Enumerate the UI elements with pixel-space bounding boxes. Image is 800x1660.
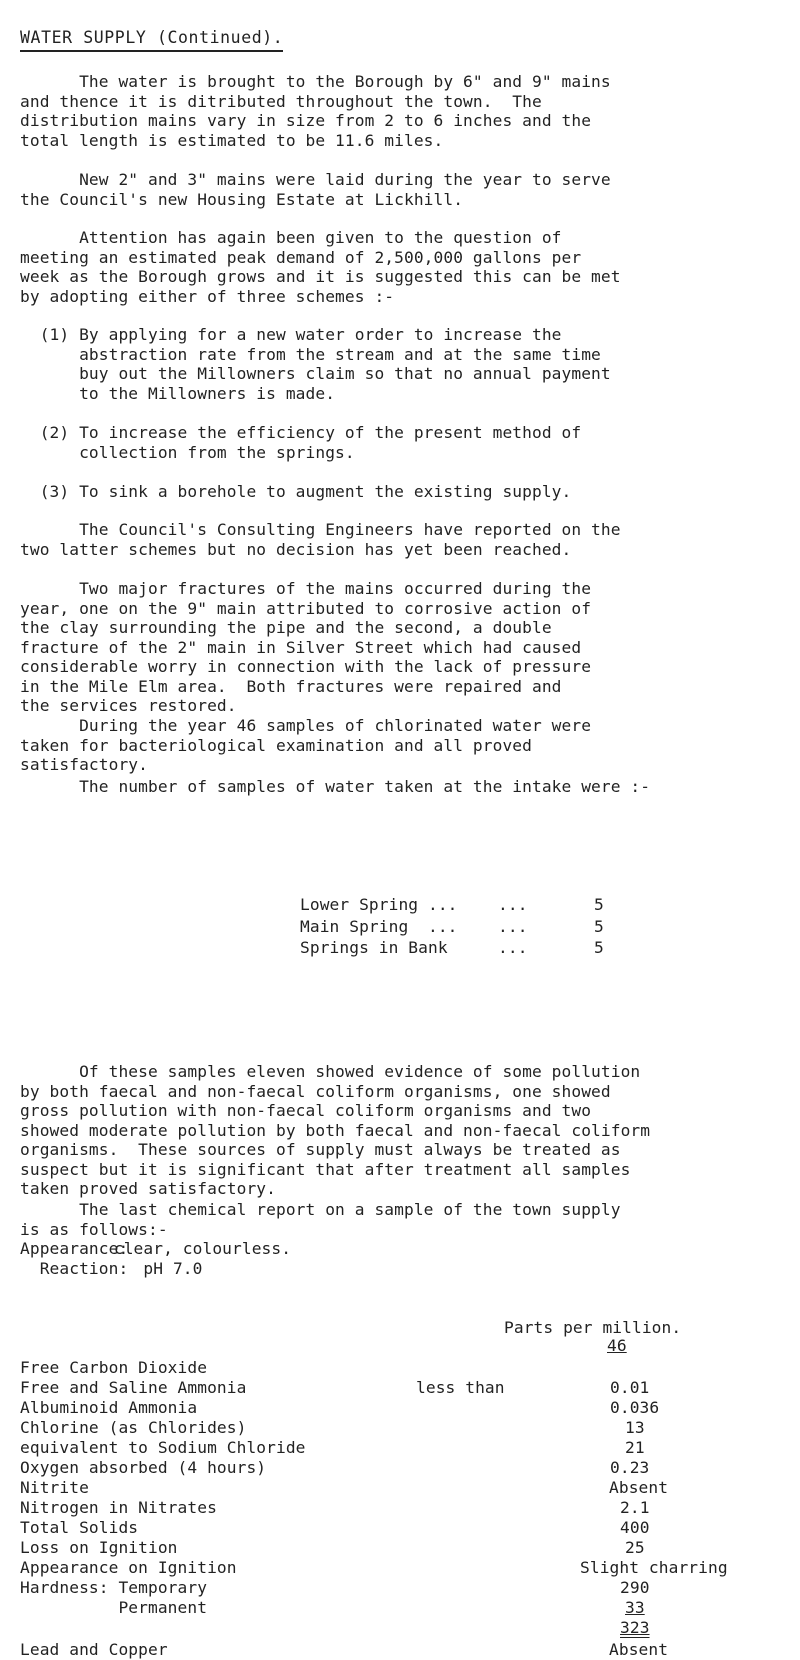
row-value: 323 — [620, 1618, 650, 1637]
table-row — [20, 1418, 780, 1438]
text-line: gross pollution with non-faecal coliform organisms and two — [20, 1101, 592, 1120]
samples-list — [300, 894, 630, 959]
table-row — [20, 1358, 780, 1378]
row-name: Nitrite — [20, 1478, 89, 1497]
paragraph — [20, 170, 611, 209]
reaction-label: Reaction: — [39, 1258, 129, 1278]
appearance-value: clear, colourless. — [113, 1239, 292, 1258]
row-value: 400 — [620, 1518, 650, 1537]
sample-row — [300, 894, 630, 916]
text-line: the clay surrounding the pipe and the second, a double — [20, 618, 552, 637]
paragraph — [20, 520, 621, 559]
text-line: The water is brought to the Borough by 6" and 9" mains — [20, 72, 611, 91]
table-row — [20, 1640, 780, 1660]
appearance-label: Appearance: — [20, 1239, 129, 1258]
text-line: by both faecal and non-faecal coliform organisms, one showed — [20, 1081, 611, 1101]
sample-row — [300, 916, 630, 938]
text-line: (2) To increase the efficiency of the present method of — [20, 423, 582, 442]
row-name: equivalent to Sodium Chloride — [20, 1438, 306, 1457]
text-line: by adopting either of three schemes :- — [20, 286, 395, 306]
paragraph — [20, 716, 591, 775]
row-name: Free Carbon Dioxide — [20, 1358, 208, 1377]
paragraph — [20, 72, 611, 150]
row-value: 13 — [625, 1418, 645, 1437]
row-name: Loss on Ignition — [20, 1538, 178, 1557]
text-line: The last chemical report on a sample of the town supply — [20, 1200, 621, 1219]
reaction-line — [20, 1259, 291, 1279]
paragraph — [20, 325, 611, 403]
reaction-value: pH 7.0 — [143, 1258, 203, 1278]
table-row — [20, 1498, 780, 1518]
row-name: Total Solids — [20, 1518, 139, 1537]
text-line: Of these samples eleven showed evidence of some pollution — [20, 1062, 641, 1081]
sample-count: 5 — [594, 895, 604, 914]
text-line: suspect but it is significant that after treatment all samples — [20, 1159, 631, 1179]
text-line: and thence it is ditributed throughout the town. The — [20, 91, 542, 111]
row-name: Oxygen absorbed (4 hours) — [20, 1458, 267, 1477]
sample-label: Main Spring ... — [300, 916, 458, 936]
text-line: The number of samples of water taken at the intake were :- — [20, 777, 651, 796]
text-line: (3) To sink a borehole to augment the existing supply. — [20, 482, 572, 501]
table-row — [20, 1578, 780, 1598]
text-line: taken for bacteriological examination and all proved — [20, 735, 532, 755]
table-row — [20, 1558, 780, 1578]
row-value: 290 — [620, 1578, 650, 1597]
table-row — [20, 1438, 780, 1458]
row-value: Absent — [609, 1640, 669, 1659]
text-line: distribution mains vary in size from 2 to 6 inches and the — [20, 111, 592, 130]
paragraph — [20, 579, 591, 716]
text-line: The Council's Consulting Engineers have reported on the — [20, 520, 621, 539]
text-line: Attention has again been given to the question of — [20, 228, 562, 247]
text-line: Two major fractures of the mains occurred during the — [20, 579, 592, 598]
row-name: Nitrogen in Nitrates — [20, 1498, 217, 1517]
text-line: total length is estimated to be 11.6 miles. — [20, 130, 444, 150]
paragraph — [20, 482, 571, 502]
text-line: taken proved satisfactory. — [20, 1179, 276, 1198]
paragraph — [20, 228, 621, 306]
row-value: Absent — [609, 1478, 669, 1497]
row-name: Lead and Copper — [20, 1640, 168, 1659]
chemical-intro — [20, 1200, 621, 1239]
paragraph — [20, 423, 581, 462]
sample-count: 5 — [594, 916, 604, 936]
row-value: 0.23 — [610, 1458, 650, 1477]
row-value: 0.036 — [610, 1398, 660, 1417]
row-value: 33 — [625, 1598, 645, 1617]
text-line: abstraction rate from the stream and at the same time — [20, 344, 601, 364]
sample-count: 5 — [594, 938, 604, 957]
text-line: showed moderate pollution by both faecal and non-faecal coliform — [20, 1120, 651, 1140]
row-value: 25 — [625, 1538, 645, 1557]
text-line: During the year 46 samples of chlorinated water were — [20, 716, 592, 735]
appearance-line — [20, 1239, 291, 1259]
sample-dots: ... — [498, 938, 528, 957]
pollution-paragraph — [20, 1062, 650, 1199]
sample-row — [300, 937, 630, 959]
text-line: considerable worry in connection with the lack of pressure — [20, 657, 592, 676]
text-line: is as follows:- — [20, 1219, 168, 1239]
section-heading: WATER SUPPLY (Continued). — [20, 28, 283, 52]
text-line: fracture of the 2" main in Silver Street which had caused — [20, 637, 582, 657]
sample-dots: ... — [498, 895, 528, 914]
text-line: (1) By applying for a new water order to increase the — [20, 325, 562, 344]
appearance-block — [20, 1239, 291, 1278]
sample-dots: ... — [498, 916, 528, 936]
table-row — [20, 1518, 780, 1538]
sample-label: Lower Spring ... — [300, 895, 458, 914]
text-line: the services restored. — [20, 696, 237, 715]
text-line: year, one on the 9" main attributed to corrosive action of — [20, 598, 592, 618]
table-row — [20, 1598, 780, 1618]
row-value: Slight charring — [580, 1558, 728, 1577]
text-line: organisms. These sources of supply must always be treated as — [20, 1140, 621, 1159]
table-row — [20, 1458, 780, 1478]
table-row — [20, 1618, 780, 1638]
text-line: in the Mile Elm area. Both fractures were repaired and — [20, 676, 562, 696]
row-name: Albuminoid Ammonia — [20, 1398, 198, 1417]
units-subheader: 46 — [607, 1336, 627, 1355]
table-row — [20, 1378, 780, 1398]
row-name: Free and Saline Ammonia — [20, 1378, 247, 1397]
text-line: New 2" and 3" mains were laid during the year to serve — [20, 170, 611, 189]
sample-label: Springs in Bank — [300, 938, 448, 957]
row-name: Permanent — [20, 1598, 208, 1617]
units-header: Parts per million. — [504, 1318, 682, 1337]
row-qualifier: less than — [416, 1378, 505, 1397]
text-line: to the Millowners is made. — [20, 383, 336, 403]
row-value: 21 — [625, 1438, 645, 1457]
text-line: week as the Borough grows and it is suggested this can be met — [20, 267, 621, 286]
table-row — [20, 1478, 780, 1498]
table-row — [20, 1538, 780, 1558]
table-row — [20, 1398, 780, 1418]
text-line: collection from the springs. — [20, 442, 355, 462]
row-value: 2.1 — [620, 1498, 650, 1517]
text-line: two latter schemes but no decision has yet been reached. — [20, 539, 572, 559]
row-name: Hardness: Temporary — [20, 1578, 208, 1597]
text-line: meeting an estimated peak demand of 2,500,000 gallons per — [20, 247, 582, 267]
text-line: satisfactory. — [20, 755, 148, 774]
row-value: 0.01 — [610, 1378, 650, 1397]
text-line: the Council's new Housing Estate at Lickhill. — [20, 189, 464, 209]
row-name: Appearance on Ignition — [20, 1558, 237, 1577]
row-name: Chlorine (as Chlorides) — [20, 1418, 247, 1437]
paragraph — [20, 777, 650, 797]
text-line: buy out the Millowners claim so that no annual payment — [20, 364, 611, 383]
